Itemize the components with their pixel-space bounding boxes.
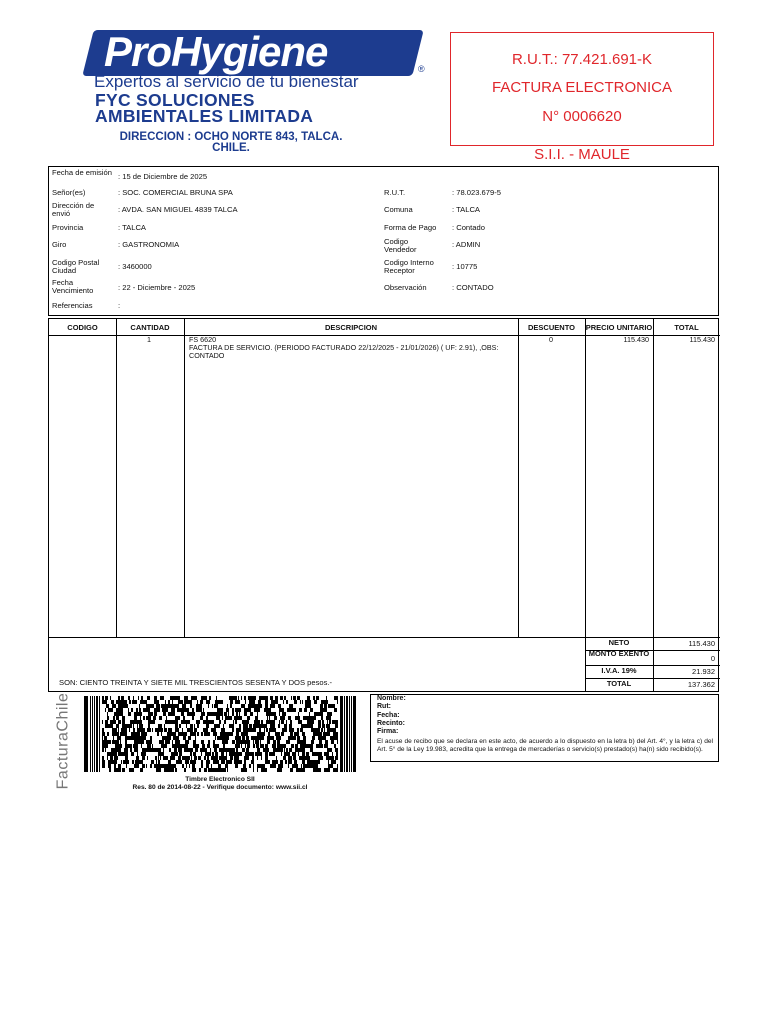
- giro-label: Giro: [52, 240, 67, 249]
- document-type: FACTURA ELECTRONICA: [491, 79, 673, 96]
- issuer-rut: R.U.T.: 77.421.691-K: [511, 51, 653, 68]
- timbre-line1: Timbre Electronico SII: [185, 776, 255, 783]
- logo-brand-text: ProHygiene: [104, 28, 328, 75]
- postal-value: : 3460000: [118, 262, 152, 271]
- row-descripcion-code: FS 6620: [189, 335, 217, 344]
- forma-pago-value: : Contado: [452, 223, 485, 232]
- giro-value: : GASTRONOMIA: [118, 240, 180, 249]
- referencias-value: :: [118, 301, 121, 310]
- vendedor-label: Codigo Vendedor: [384, 237, 417, 254]
- exento-value: 0: [710, 654, 715, 663]
- row-descripcion-obs: CONTADO: [189, 351, 225, 360]
- row-cantidad: 1: [147, 335, 151, 344]
- rut-label: R.U.T.: [384, 188, 406, 197]
- company-logo: [88, 28, 425, 78]
- row-descripcion: [189, 336, 517, 360]
- recibo-fecha: Fecha:: [377, 712, 400, 719]
- receptor-value: : 10775: [452, 262, 478, 271]
- rut-value: : 78.023.679-5: [452, 188, 501, 197]
- receptor-label: Codigo Interno Receptor: [384, 258, 434, 275]
- row-descripcion-text: FACTURA DE SERVICIO. (PERIODO FACTURADO 22/12/2025 - 21/01/2026) ( UF: 2.91), ,OBS:: [189, 343, 499, 352]
- postal-label: Codigo Postal Ciudad: [52, 258, 100, 275]
- recibo-rut: Rut:: [377, 703, 391, 710]
- document-number: N° 0006620: [542, 108, 622, 125]
- iva-value: 21.932: [692, 667, 715, 676]
- sii-office: S.I.I. - MAULE: [534, 146, 630, 163]
- facturachile-logo: [48, 692, 72, 790]
- fecha-emision-value: : 15 de Diciembre de 2025: [118, 172, 208, 181]
- customer-info-section: [48, 166, 719, 316]
- vencimiento-label: Fecha Vencimiento: [52, 278, 94, 295]
- observacion-label: Observación: [384, 283, 427, 292]
- col-header-cantidad: CANTIDAD: [116, 319, 184, 336]
- exento-label: MONTO EXENTO: [588, 649, 650, 658]
- document-id-box: [450, 32, 714, 146]
- col-header-precio: PRECIO UNITARIO: [585, 319, 653, 336]
- address-line1: DIRECCION : OCHO NORTE 843, TALCA.: [119, 131, 343, 143]
- provincia-label: Provincia: [52, 223, 84, 232]
- vencimiento-value: : 22 - Diciembre - 2025: [118, 283, 196, 292]
- row-descuento: 0: [549, 335, 553, 344]
- provincia-value: : TALCA: [118, 223, 146, 232]
- row-precio: 115.430: [623, 335, 649, 344]
- timbre-line2: Res. 80 de 2014-08-22 - Verifique documento: www.sii.cl: [132, 784, 308, 791]
- logo-registered-mark: ®: [418, 64, 425, 74]
- col-header-descripcion: DESCRIPCION: [184, 319, 518, 336]
- senor-value: : SOC. COMERCIAL BRUNA SPA: [118, 188, 233, 197]
- acuse-recibo-box: [370, 694, 719, 762]
- comuna-label: Comuna: [384, 205, 413, 214]
- col-header-total: TOTAL: [653, 319, 720, 336]
- company-address: [106, 132, 356, 154]
- neto-label: NETO: [608, 638, 630, 647]
- referencias-label: Referencias: [52, 301, 93, 310]
- company-name-line1: FYC SOLUCIONES: [95, 90, 255, 110]
- total-label: TOTAL: [606, 679, 632, 688]
- observacion-value: : CONTADO: [452, 283, 494, 292]
- pdf417-barcode-icon: [84, 696, 356, 772]
- forma-pago-label: Forma de Pago: [384, 223, 437, 232]
- recibo-firma: Firma:: [377, 728, 399, 735]
- recibo-nombre: Nombre:: [377, 695, 406, 702]
- col-header-descuento: DESCUENTO: [518, 319, 585, 336]
- total-value: 137.362: [687, 680, 715, 689]
- direccion-label: Dirección de envió: [52, 201, 95, 218]
- iva-label: I.V.A. 19%: [601, 666, 637, 675]
- company-name: [95, 92, 313, 124]
- comuna-value: : TALCA: [452, 205, 480, 214]
- company-name-line2: AMBIENTALES LIMITADA: [95, 106, 314, 126]
- timbre-electronico: [80, 776, 360, 792]
- row-total: 115.430: [689, 335, 715, 344]
- recibo-recinto: Recinto:: [377, 720, 405, 727]
- senor-label: Señor(es): [52, 188, 86, 197]
- amount-in-words: SON: CIENTO TREINTA Y SIETE MIL TRESCIENTOS SESENTA Y DOS pesos.-: [59, 678, 333, 687]
- items-table: [48, 318, 719, 692]
- vendedor-value: : ADMIN: [452, 240, 481, 249]
- col-header-codigo: CODIGO: [49, 319, 116, 336]
- direccion-value: : AVDA. SAN MIGUEL 4839 TALCA: [118, 205, 238, 214]
- address-line2: CHILE.: [212, 142, 250, 154]
- recibo-legal-text: El acuse de recibo que se declara en este acto, de acuerdo a lo dispuesto en la letra b) del Art. 4°, y la letra c) del Art. 5° de la Ley 19.983, acredita que la entrega de mercaderías o servicio(s) prestado(s) ha(n) sido recibido(s).: [377, 738, 713, 753]
- fecha-emision-label: Fecha de emisión: [52, 168, 112, 177]
- company-tagline: Expertos al servicio de tu bienestar: [94, 72, 359, 91]
- facturachile-logo-text: FacturaChile: [54, 692, 72, 790]
- neto-value: 115.430: [688, 639, 715, 648]
